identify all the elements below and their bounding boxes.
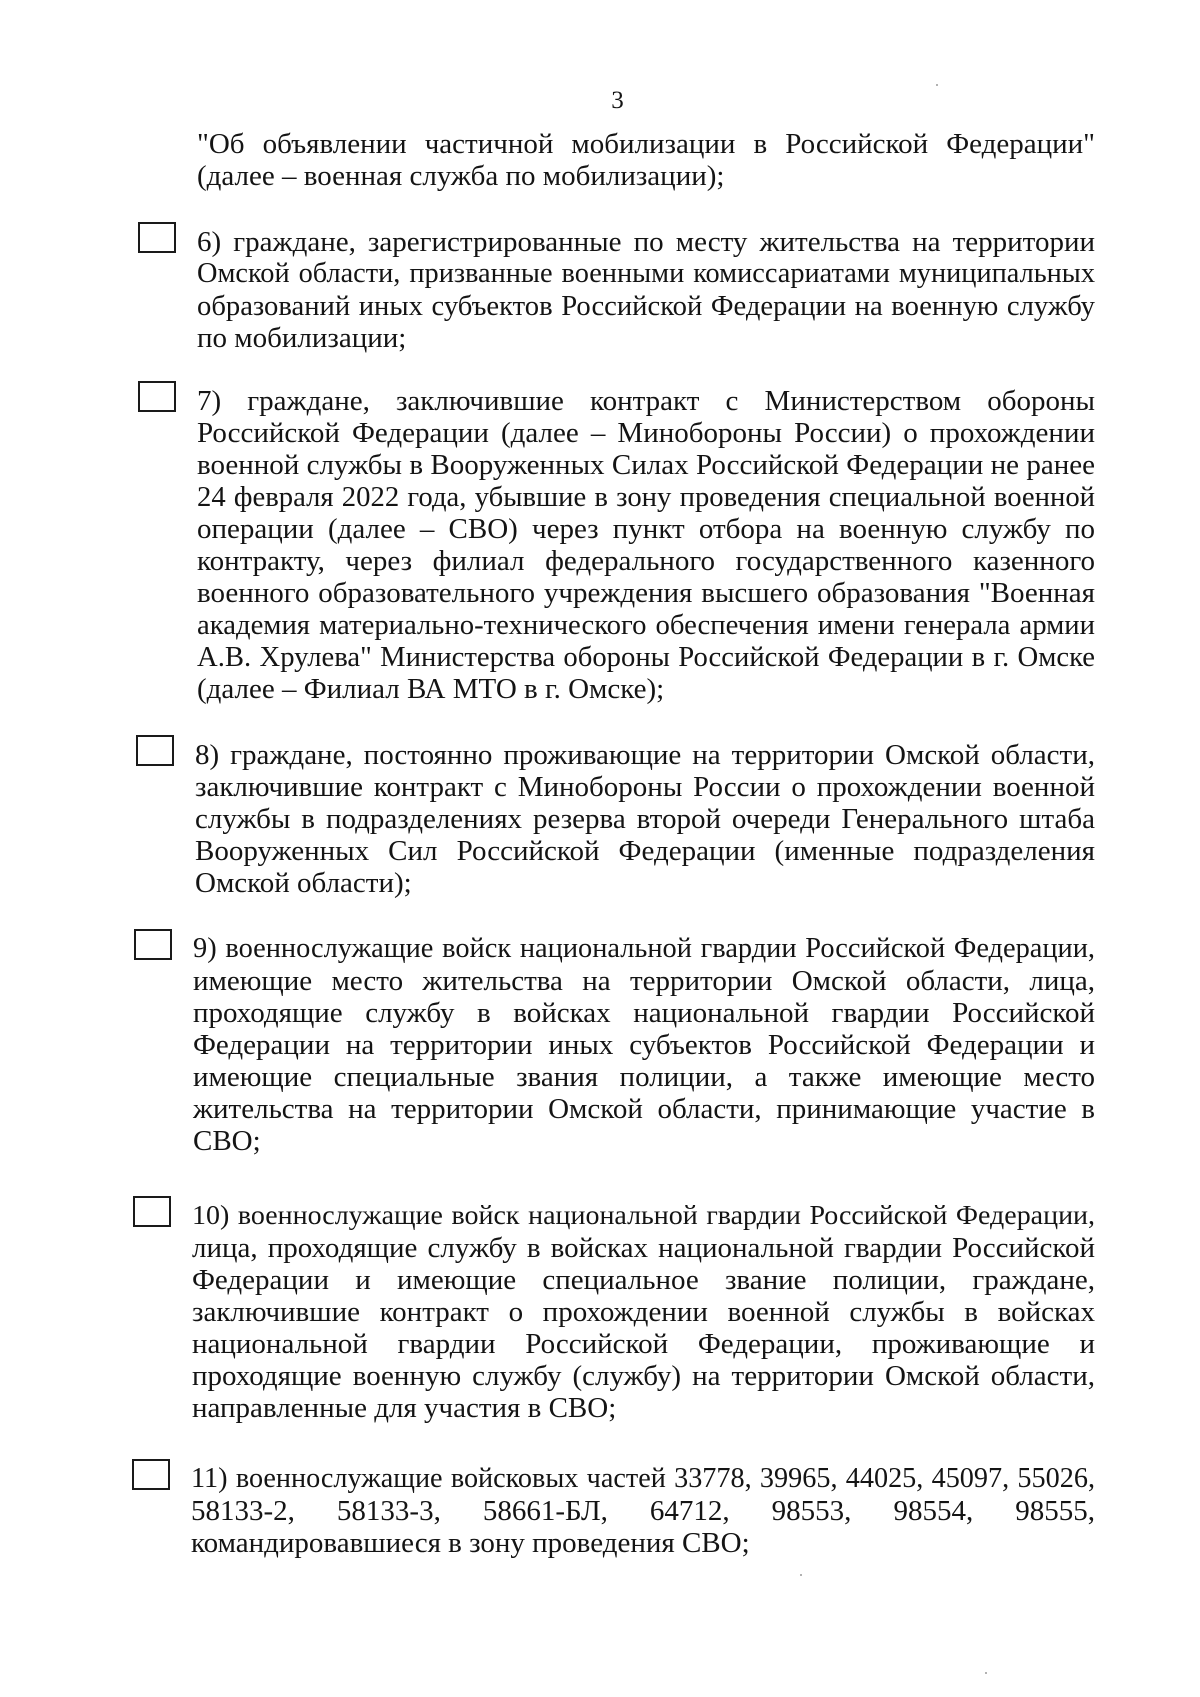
paragraph-line: Омской области, призванные военными комиссариатами муниципальных [197,258,1095,289]
paragraph-line: военного образовательного учреждения высшего образования "Военная [197,577,1095,609]
paragraph-line: Вооруженных Сил Российской Федерации (именные подразделения [195,835,1095,867]
scan-speck [985,1672,987,1674]
paragraph-line: А.В. Хрулева" Министерства обороны Российской Федерации в г. Омске [197,641,1095,673]
paragraph-line: 9) военнослужащие войск национальной гвардии Российской Федерации, [193,933,1095,964]
paragraph-line: образований иных субъектов Российской Федерации на военную службу [197,290,1095,322]
paragraph-line: "Об объявлении частичной мобилизации в Российской Федерации" [197,128,1095,160]
paragraph-line: 6) граждане, зарегистрированные по месту жительства на территории [197,226,1095,258]
paragraph-line: проходящие службу в войсках национальной гвардии Российской [193,997,1095,1029]
paragraph-line: лица, проходящие службу в войсках национальной гвардии Российской [192,1232,1095,1264]
checkbox[interactable] [138,381,176,412]
paragraph-line: службы в подразделениях резерва второй очереди Генерального штаба [195,803,1095,835]
checkbox[interactable] [138,222,176,253]
checkbox[interactable] [132,1459,170,1490]
paragraph-line: 24 февраля 2022 года, убывшие в зону проведения специальной военной [197,481,1095,513]
paragraph-line: 58133-2, 58133-3, 58661-БЛ, 64712, 98553, 98554, 98555, [191,1495,1095,1527]
paragraph-line: академия материально-технического обеспечения имени генерала армии [197,609,1095,641]
paragraph-line: жительства на территории Омской области, принимающие участие в [193,1093,1095,1125]
checkbox[interactable] [133,1196,171,1227]
paragraph-line: Омской области); [195,867,412,899]
paragraph-line: военной службы в Вооруженных Силах Российской Федерации не ранее [197,449,1095,481]
paragraph-line: направленные для участия в СВО; [192,1392,617,1424]
paragraph-line: по мобилизации; [197,322,407,354]
paragraph-line: Федерации на территории иных субъектов Российской Федерации и [193,1029,1095,1061]
paragraph-line: Федерации и имеющие специальное звание полиции, граждане, [192,1264,1095,1296]
paragraph-line: (далее – военная служба по мобилизации); [197,160,725,192]
paragraph-line: СВО; [193,1125,261,1157]
scan-speck [936,84,938,86]
paragraph-line: национальной гвардии Российской Федерации, проживающие и [192,1328,1095,1360]
paragraph-line: контракту, через филиал федерального государственного казенного [197,545,1095,577]
paragraph-line: имеющие место жительства на территории Омской области, лица, [193,965,1095,997]
paragraph-line: имеющие специальные звания полиции, а также имеющие место [193,1061,1095,1093]
paragraph-line: (далее – Филиал ВА МТО в г. Омске); [197,673,665,705]
paragraph-line: заключившие контракт о прохождении военной службы в войсках [192,1296,1095,1328]
paragraph-line: Российской Федерации (далее – Минобороны России) о прохождении [197,417,1095,449]
checkbox[interactable] [136,735,174,766]
paragraph-line: командировавшиеся в зону проведения СВО; [191,1527,750,1559]
page-number: 3 [611,87,624,114]
paragraph-line: 7) граждане, заключившие контракт с Министерством обороны [197,385,1095,417]
paragraph-line: 10) военнослужащие войск национальной гвардии Российской Федерации, [192,1200,1095,1231]
paragraph-line: заключившие контракт с Минобороны России о прохождении военной [195,771,1095,803]
checkbox[interactable] [134,929,172,960]
paragraph-line: 11) военнослужащие войсковых частей 33778, 39965, 44025, 45097, 55026, [191,1463,1095,1494]
paragraph-line: проходящие военную службу (службу) на территории Омской области, [192,1360,1095,1392]
paragraph-line: операции (далее – СВО) через пункт отбора на военную службу по [197,513,1095,545]
paragraph-line: 8) граждане, постоянно проживающие на территории Омской области, [195,739,1095,771]
scan-speck [800,1574,802,1576]
